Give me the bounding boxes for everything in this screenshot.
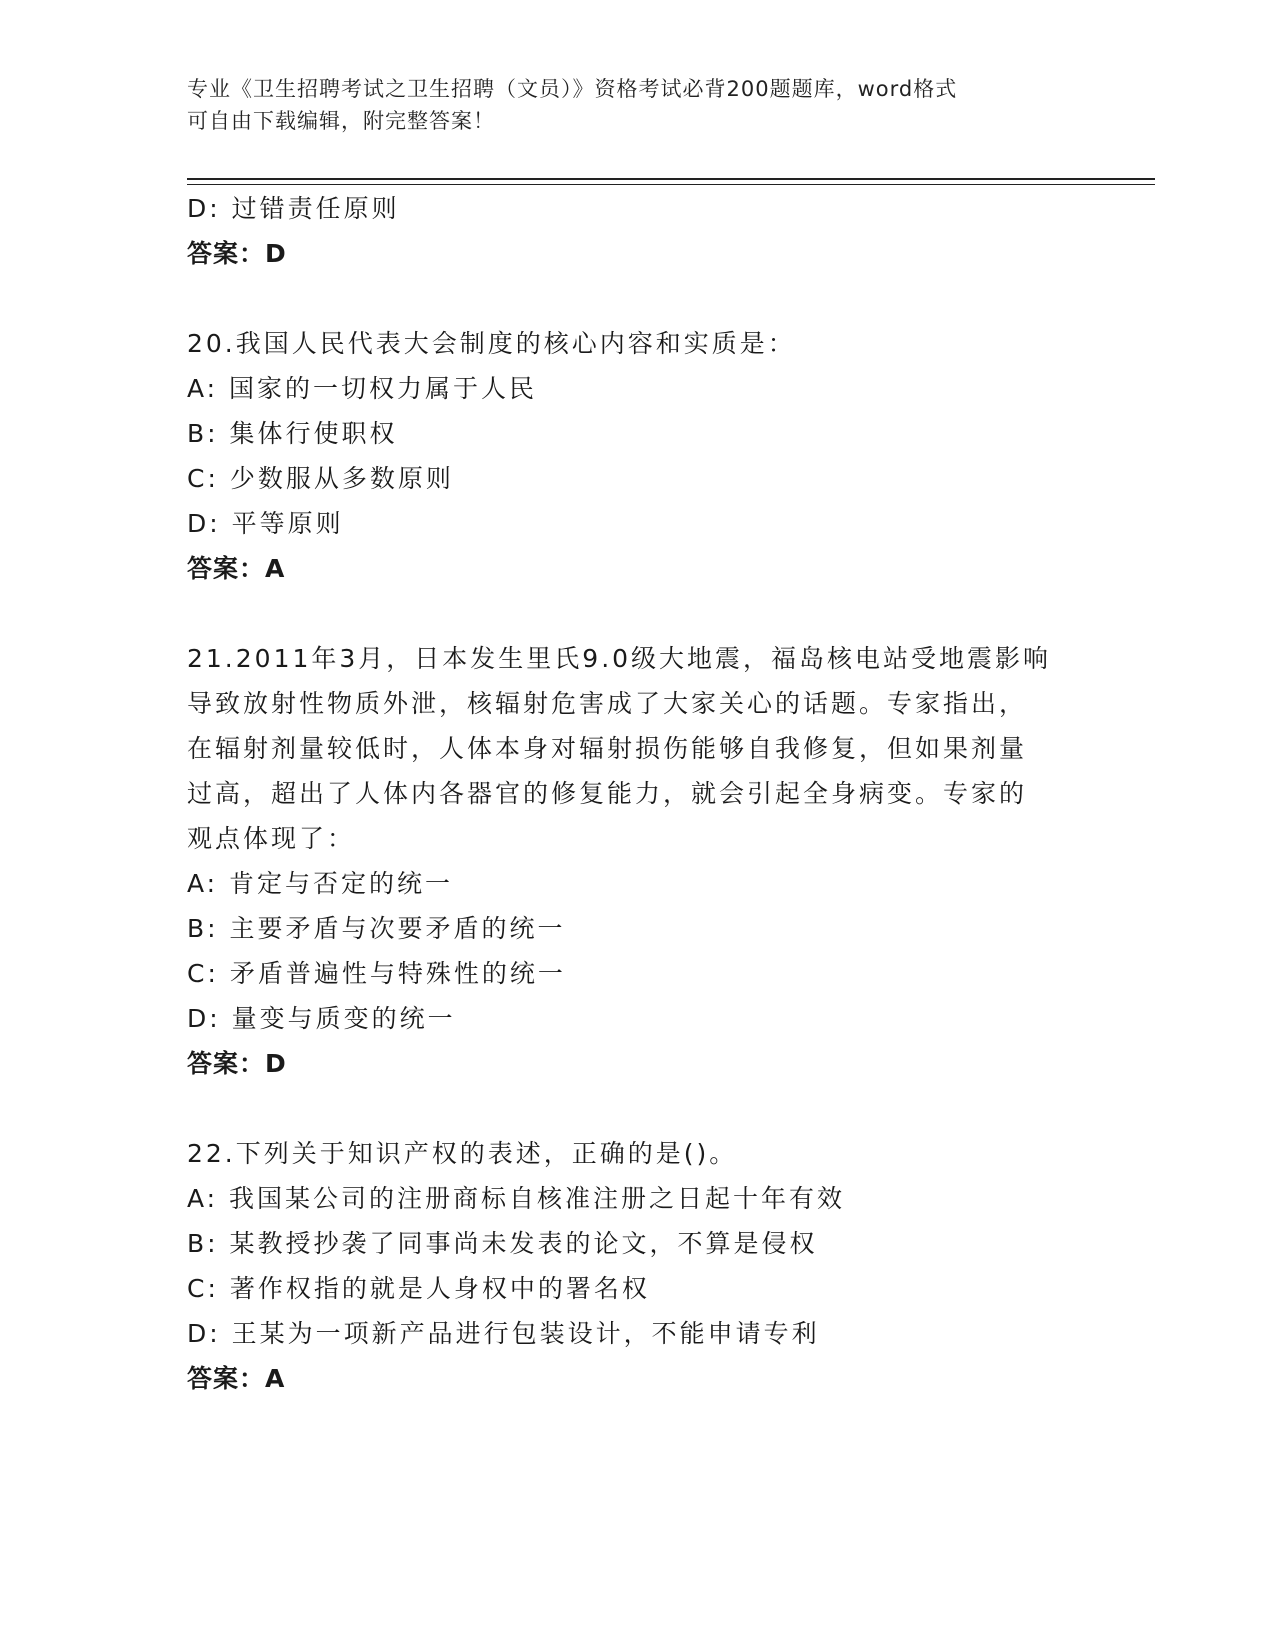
question-text-line: 观点体现了： — [187, 824, 356, 853]
answer-line: 答案：D — [187, 1049, 287, 1078]
option-a: A: 我国某公司的注册商标自核准注册之日起十年有效 — [187, 1184, 846, 1213]
option-a: A: 国家的一切权力属于人民 — [187, 374, 538, 403]
answer-line: 答案：D — [187, 239, 287, 268]
header-rule-thin — [187, 184, 1155, 185]
question-content — [187, 186, 1087, 1401]
question-21 — [187, 636, 1087, 1086]
question-text-line: 导致放射性物质外泄，核辐射危害成了大家关心的话题。专家指出， — [187, 689, 1028, 718]
option-d: D: 平等原则 — [187, 509, 344, 538]
question-text-line: 在辐射剂量较低时，人体本身对辐射损伤能够自我修复，但如果剂量 — [187, 734, 1028, 763]
option-c: C: 矛盾普遍性与特殊性的统一 — [187, 959, 566, 988]
page-header — [187, 73, 1067, 137]
question-20 — [187, 321, 1087, 591]
prev-question-tail — [187, 186, 1087, 276]
header-rule-thick — [187, 178, 1155, 180]
answer-line: 答案：A — [187, 1364, 286, 1393]
answer-line: 答案：A — [187, 554, 286, 583]
header-line-1: 专业《卫生招聘考试之卫生招聘（文员）》资格考试必背200题题库，word格式 — [187, 77, 958, 101]
question-22 — [187, 1131, 1087, 1401]
option-c: C: 著作权指的就是人身权中的署名权 — [187, 1274, 650, 1303]
option-d: D: 过错责任原则 — [187, 194, 400, 223]
question-text-line: 过高，超出了人体内各器官的修复能力，就会引起全身病变。专家的 — [187, 779, 1028, 808]
option-b: B: 某教授抄袭了同事尚未发表的论文，不算是侵权 — [187, 1229, 818, 1258]
option-b: B: 集体行使职权 — [187, 419, 398, 448]
option-d: D: 王某为一项新产品进行包装设计，不能申请专利 — [187, 1319, 820, 1348]
question-text: 22.下列关于知识产权的表述，正确的是()。 — [187, 1139, 738, 1168]
header-line-2: 可自由下载编辑，附完整答案！ — [187, 109, 495, 133]
question-text: 20.我国人民代表大会制度的核心内容和实质是： — [187, 329, 796, 358]
option-b: B: 主要矛盾与次要矛盾的统一 — [187, 914, 566, 943]
question-text — [187, 636, 1087, 861]
option-c: C: 少数服从多数原则 — [187, 464, 454, 493]
option-d: D: 量变与质变的统一 — [187, 1004, 456, 1033]
question-text-line: 21.2011年3月，日本发生里氏9.0级大地震，福岛核电站受地震影响 — [187, 644, 1052, 673]
option-a: A: 肯定与否定的统一 — [187, 869, 454, 898]
